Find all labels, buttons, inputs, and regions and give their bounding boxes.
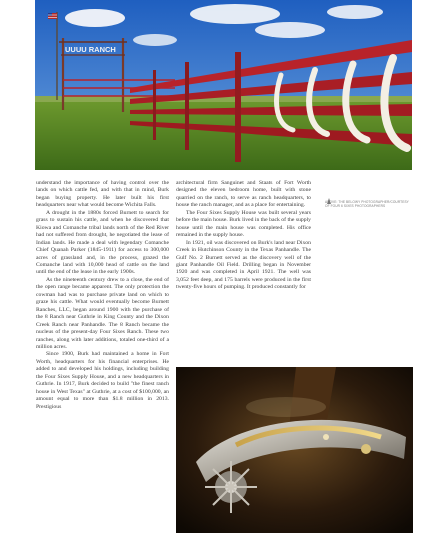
body-column-left [36,180,169,411]
ranch-sign-text: UUUU RANCH [65,45,116,54]
ranch-gate-illustration [35,0,412,170]
paragraph: A drought in the 1880s forced Burnett to search for grass to sustain his cattle, and when he discovered that Kiowa and Comanche tribal lands north of the Red River had not suffered from drought, he negotiated the lease of Indian lands. He made a deal with legendary Comanche Chief Quanah Parker (1845-1911) for access to 300,000 acres of grassland and, in the process, grazed the Comanche land with 10,000 head of cattle on the land until the end of the lease in the early 1900s. [36,209,169,276]
caption-ornament-icon [326,192,332,199]
spur-illustration [176,367,413,533]
paragraph: The Four Sixes Supply House was built several years before the main house. Burk lived in the back of the supply house until the main house was completed. His office remained in the supply house. [176,209,311,239]
paragraph: architectural firm Sanguinet and Staats of Fort Worth designed the eleven bedroom home, built with stone quarried on the ranch, to serve as ranch headquarters, to house the ranch manager, and as a place for entertaining. [176,180,311,209]
ranch-gate-photo [35,0,412,170]
silver-spur-photo [176,367,413,533]
body-column-right [176,180,311,292]
paragraph: In 1921, oil was discovered on Burk's land near Dixon Creek in Hutchinson County in the Texas Panhandle. The Gulf No. 2 Burnett served as the discovery well of the giant Panhandle Oil Field. Drilling began in November 1920 and was completed in April 1921. The well was 3,052 feet deep, and 175 barrels were produced in the first twenty-five hours of pumping. It produced constantly for [176,239,311,291]
photo-caption: ABOVE: THE BELOWY PHOTOGRAPHER/COURTESY OF FOUR 6 SIXES PHOTOGRAPHERS [325,200,409,209]
paragraph: understand the importance of having control over the lands on which cattle fed, and with that in mind, Burk began buying property. He later built his first headquarters near what would become Wichita Falls. [36,180,169,209]
paragraph: Since 1900, Burk had maintained a home in Fort Worth, headquarters for his financial enterprises. He added to and developed his holdings, including building the Four Sixes Supply House, and a new headquarters in Guthrie. In 1917, Burk decided to build "the finest ranch house in West Texas" at Guthrie, at a cost of $100,000, an amount equal to more than $1.8 million in 2013. Prestigious [36,351,169,410]
paragraph: As the nineteenth century drew to a close, the end of the open range became apparent. The only protection the cowman had was to purchase private land on which to graze his cattle. What would eventually become Burnett Ranches, LLC, began around 1900 with the purchase of the 8 Ranch near Guthrie in King County and the Dixon Creek Ranch near Panhandle. The 8 Ranch became the nucleus of the present-day Four Sixes Ranch. These two ranches, along with later additions, totaled one-third of a million acres. [36,276,169,350]
